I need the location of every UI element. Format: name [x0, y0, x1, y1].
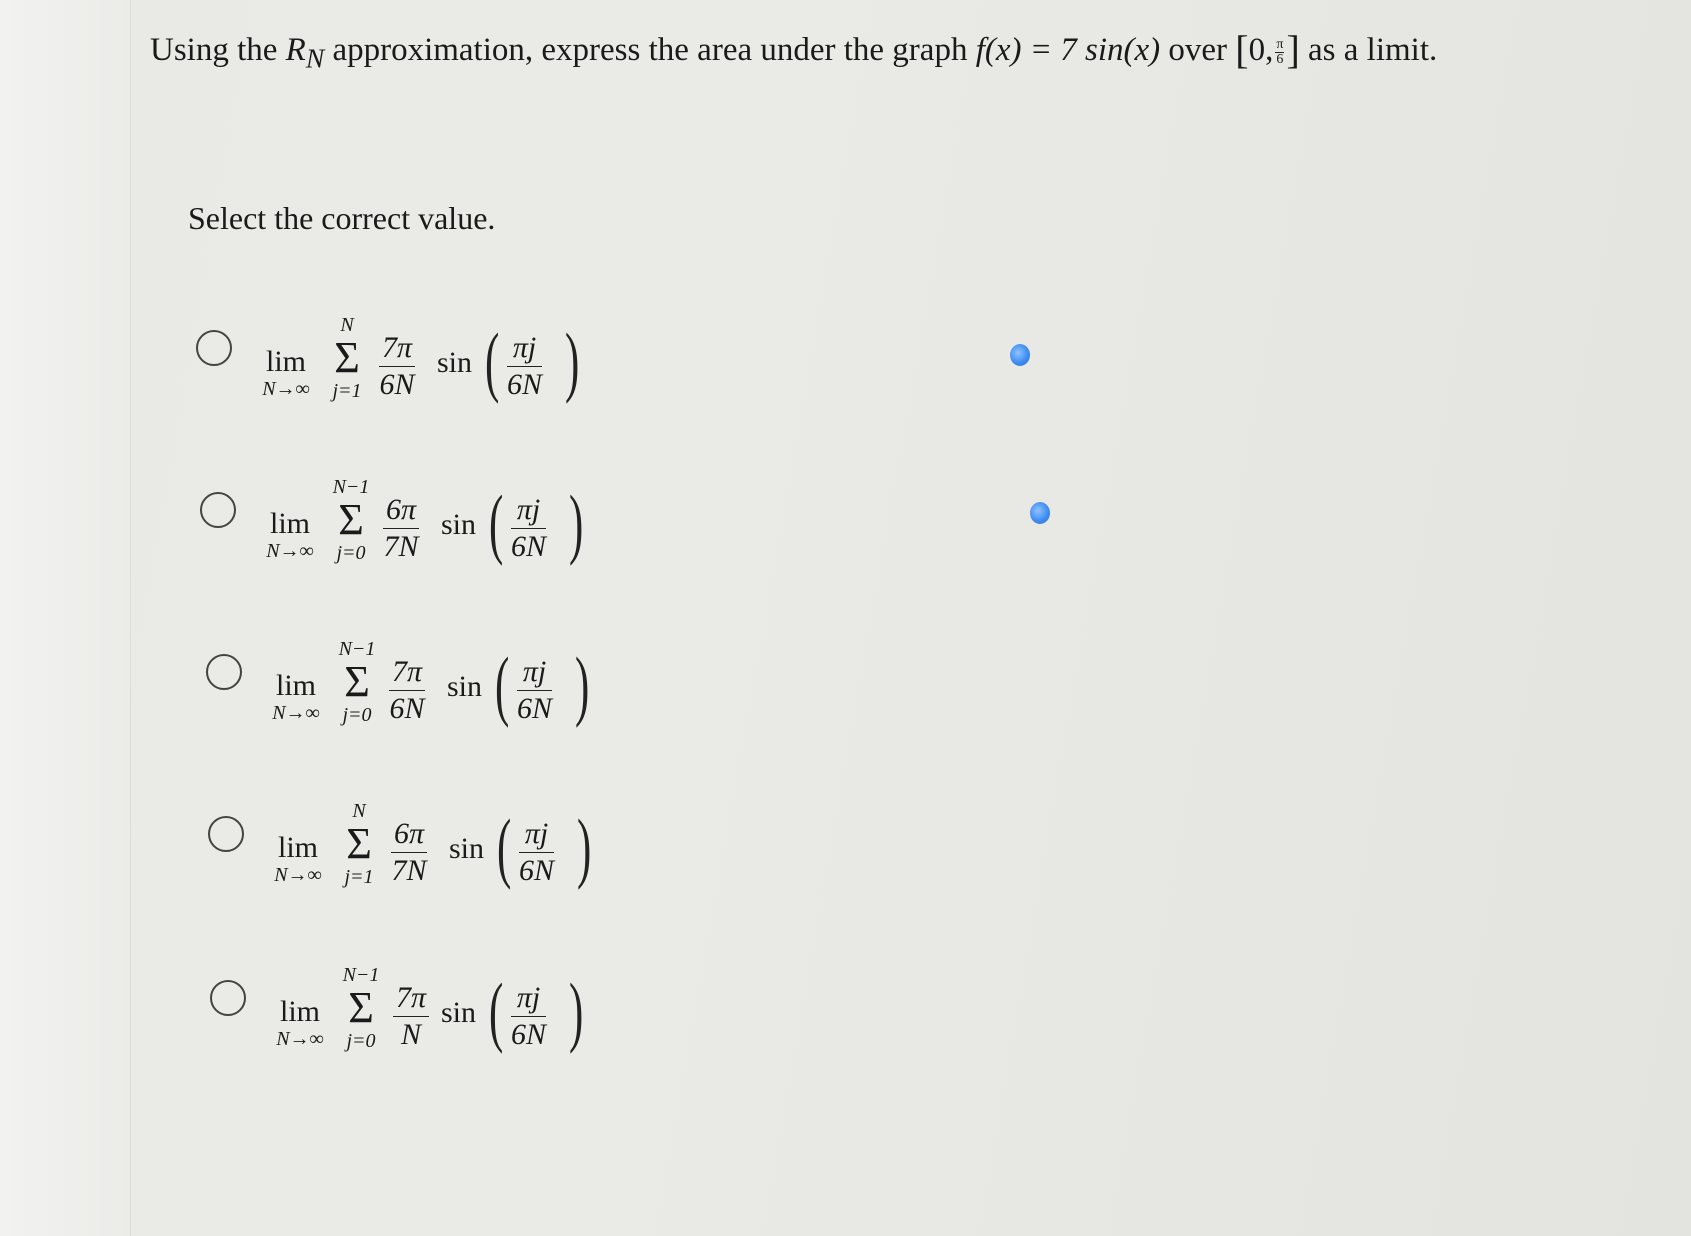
sigma-icon: Σ — [346, 819, 372, 868]
answer-option-4[interactable]: lim N→∞ N Σ j=1 $\frac{6\pi}{7N}$ sin ( $\frac{\pi j}{6N}$ ) — [208, 798, 728, 908]
r-letter: R — [285, 32, 306, 68]
answer-option-3[interactable]: lim N→∞ N−1 Σ j=0 $\frac{7\pi}{6N}$ sin ( $\frac{\pi j}{6N}$ ) — [206, 636, 726, 746]
question-suffix: as a limit. — [1299, 32, 1438, 68]
page-margin — [0, 0, 131, 1236]
radio-button-5[interactable] — [210, 980, 246, 1016]
question-prefix: Using the — [150, 32, 286, 68]
sigma-icon: Σ — [348, 983, 374, 1032]
sigma-icon: Σ — [344, 657, 370, 706]
question-text: Using the $R_N$ approximation, express the area under the graph f(x) = 7 sin(x) over [0, $\frac{\pi}{6}$ ] as a limit. — [150, 27, 1438, 74]
select-prompt: Select the correct value. — [188, 200, 496, 236]
r-subscript: N — [305, 42, 325, 74]
glare-dot — [1010, 344, 1030, 366]
answer-option-1[interactable]: lim N→∞ N Σ j=1 $\frac{7\pi}{6N}$ sin ( $\frac{\pi j}{6N}$ ) — [196, 312, 716, 422]
interval-start: 0, — [1248, 32, 1274, 68]
sigma-icon: Σ — [338, 495, 364, 544]
answer-option-2[interactable]: lim N→∞ N−1 Σ j=0 $\frac{6\pi}{7N}$ sin ( $\frac{\pi j}{6N}$ ) — [200, 474, 720, 584]
glare-dot — [1030, 502, 1050, 524]
function-expression: f(x) = 7 sin(x) — [975, 32, 1161, 68]
radio-button-4[interactable] — [208, 816, 244, 852]
sigma-icon: Σ — [334, 333, 360, 382]
radio-button-2[interactable] — [200, 492, 236, 528]
answer-option-5[interactable]: lim N→∞ N−1 Σ j=0 $\frac{7\pi}{N}$ sin ( $\frac{\pi j}{6N}$ ) — [210, 962, 730, 1072]
radio-button-1[interactable] — [196, 330, 232, 366]
question-over: over — [1160, 32, 1236, 68]
radio-button-3[interactable] — [206, 654, 242, 690]
question-middle: approximation, express the area under the graph — [324, 32, 976, 68]
interval-end-fraction: $\frac{\pi}{6}$ — [1276, 36, 1284, 67]
